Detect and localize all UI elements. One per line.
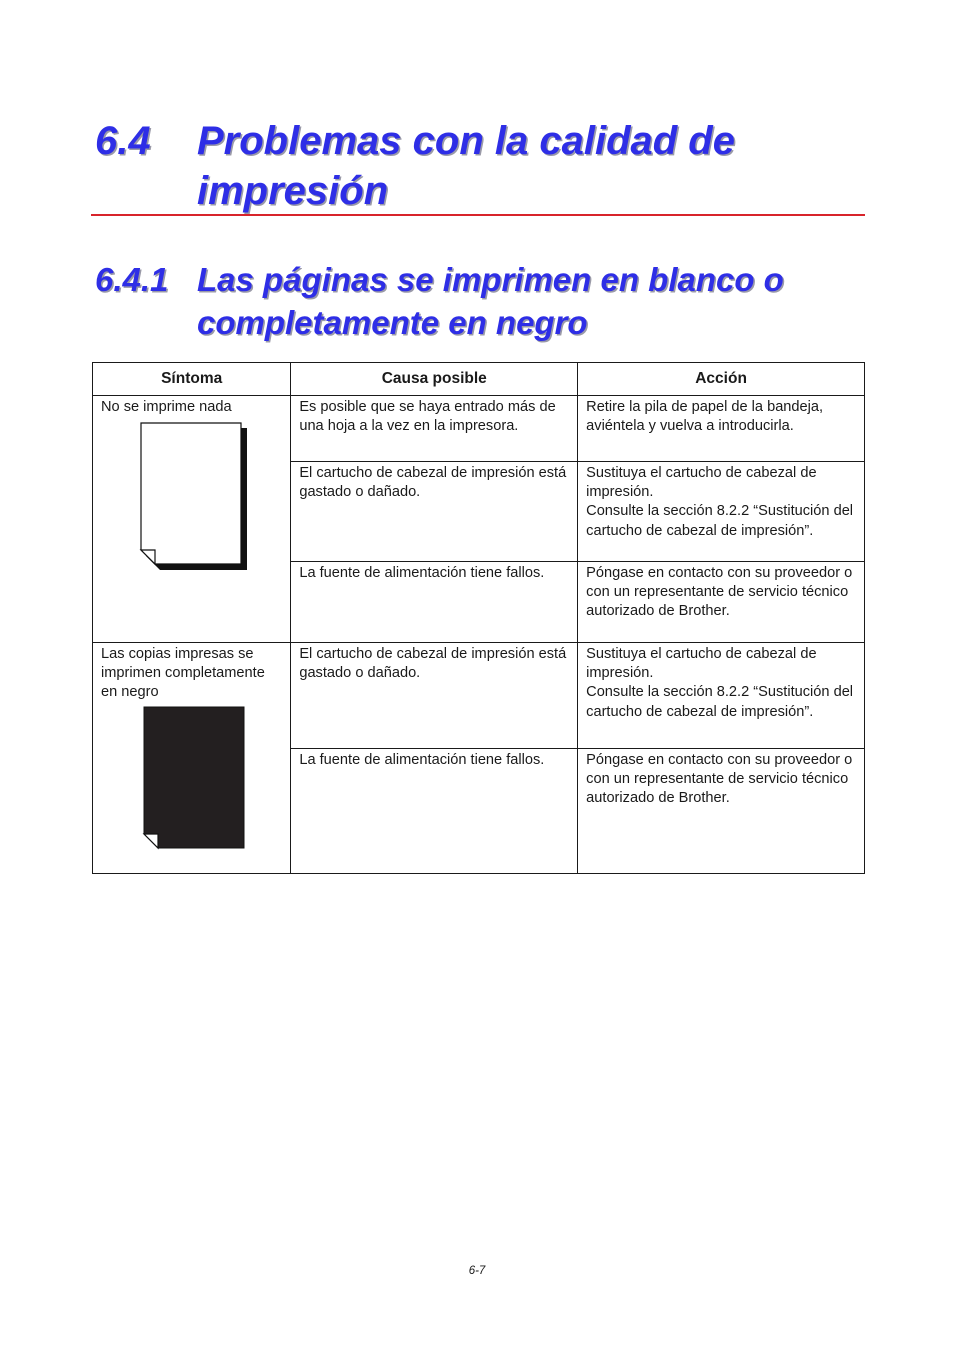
cause-cell: La fuente de alimentación tiene fallos. [291, 562, 578, 643]
action-cell: Póngase en contacto con su proveedor o con un representante de servicio técnico autorizado de Brother. [578, 749, 865, 874]
header-action: Acción [578, 363, 865, 396]
page-number: 6-7 [468, 1265, 486, 1277]
action-cell [578, 643, 865, 749]
symptom-text: Las copias impresas se imprimen completamente en negro [101, 646, 265, 701]
action-cell: Póngase en contacto con su proveedor o con un representante de servicio técnico autorizado de Brother. [578, 562, 865, 643]
cause-cell: Es posible que se haya entrado más de una hoja a la vez en la impresora. [291, 396, 578, 462]
header-cause: Causa posible [291, 363, 578, 396]
action-text: Sustituya el cartucho de cabezal de impresión. [586, 646, 817, 682]
action-cell: Retire la pila de papel de la bandeja, aviéntela y vuelva a introducirla. [578, 396, 865, 462]
blank-page-icon [139, 422, 247, 570]
section-title-line1: Problemas con la calidad de [197, 119, 735, 163]
action-cell [578, 462, 865, 562]
table-row [93, 643, 865, 749]
subsection-title-line2: completamente en negro [197, 304, 588, 341]
troubleshooting-table [92, 362, 865, 874]
subsection-number: 6.4.1 [95, 261, 169, 298]
section-title-line2: impresión [197, 169, 389, 213]
table-header-row [93, 363, 865, 396]
action-reference: Consulte la sección 8.2.2 “Sustitución del cartucho de cabezal de impresión”. [586, 503, 854, 539]
cause-cell: El cartucho de cabezal de impresión está gastado o dañado. [291, 643, 578, 749]
cause-cell: El cartucho de cabezal de impresión está gastado o dañado. [291, 462, 578, 562]
table-row [93, 396, 865, 462]
header-symptom: Síntoma [93, 363, 291, 396]
symptom-cell [93, 643, 291, 874]
symptom-text: No se imprime nada [101, 399, 232, 415]
subsection-title-line1: Las páginas se imprimen en blanco o [197, 261, 784, 298]
heading-rule [91, 214, 865, 216]
symptom-cell [93, 396, 291, 643]
black-page-icon [142, 706, 246, 850]
action-reference: Consulte la sección 8.2.2 “Sustitución del cartucho de cabezal de impresión”. [586, 684, 854, 720]
section-number: 6.4 [95, 119, 151, 163]
cause-cell: La fuente de alimentación tiene fallos. [291, 749, 578, 874]
action-text: Sustituya el cartucho de cabezal de impresión. [586, 465, 817, 501]
